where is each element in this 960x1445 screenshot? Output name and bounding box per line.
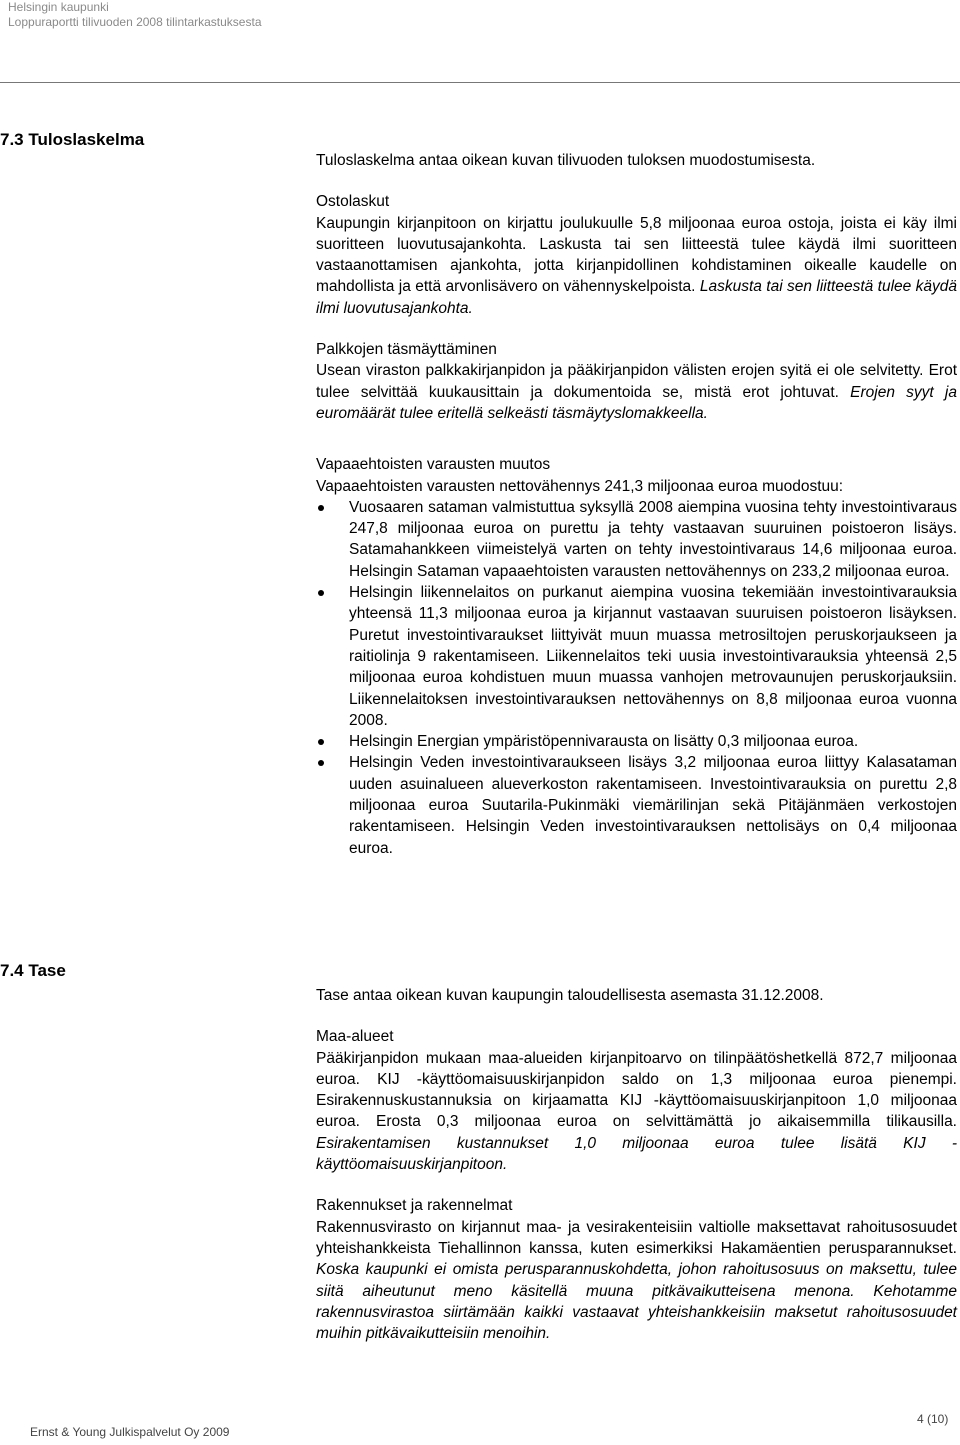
header-divider — [0, 82, 960, 83]
list-item-text: Helsingin Energian ympäristöpennivarausta on lisätty 0,3 miljoonaa euroa. — [349, 733, 859, 751]
section-intro: Tase antaa oikean kuvan kaupungin taloudellisesta asemasta 31.12.2008. — [316, 987, 824, 1004]
list-item-text: Helsingin liikennelaitos on purkanut aiempina vuosina tekemiään investointivarauksia yhteensä 11,3 miljoonaa euroa ja kirjannut vastaavan suuruisen poistoeron lisäyksen. Puretut investointivaraukset liittyivät muun muassa metrosiltojen peruskorjaukseen ja raitiolinja 9 rakentamiseen. Liikennelaitos teki uusia investointivarauksia yhteensä 2,5 miljoonaa euroa kohdistuen muun muassa vanhojen metrovaunujen peruskorjauksiin. Liikennelaitoksen investointivarauksen nettovähennys on 8,8 miljoonaa euroa vuonna 2008. — [349, 584, 957, 729]
paragraph-palkkojen — [316, 339, 957, 424]
rakennukset-text: Rakennusvirasto on kirjannut maa- ja vesirakenteisiin valtiolle maksettavat rahoitusosuudet yhteishankkeista Tiehallinnon kanssa, kuten esimerkiksi Hakamäentien perusparannukset. — [316, 1218, 957, 1257]
varaukset-list — [316, 497, 957, 859]
palkkojen-text: Usean viraston palkkakirjanpidon ja pääkirjanpidon välisten erojen syitä ei ole selvitetty. Erot tulee selvittää kuukausittain ja dokumentoida se, mistä erot johtuvat. — [316, 362, 957, 401]
page-number: 4 (10) — [917, 1412, 949, 1426]
subheading-rakennukset: Rakennukset ja rakennelmat — [316, 1197, 513, 1215]
footer-company: Ernst & Young Julkispalvelut Oy 2009 — [30, 1425, 230, 1439]
header-report-title: Loppuraportti tilivuoden 2008 tilintarkastuksesta — [8, 15, 262, 29]
paragraph-rakennukset — [316, 1195, 957, 1344]
paragraph-ostolaskut — [316, 191, 957, 319]
list-item-text: Vuosaaren sataman valmistuttua syksyllä 2008 aiempina vuosina tehty investointivaraus 247,8 miljoonaa euroa on purettu ja tehty vastaavan suuruinen poistoeron lisäys. Satamahankkeen viimeistelyä varten on tehty investointivaraus 14,6 miljoonaa euroa. Helsingin Sataman vapaaehtoisten varausten nettovähennys on 233,2 miljoonaa euroa. — [349, 498, 957, 580]
maa-alueet-text: Pääkirjanpidon mukaan maa-alueiden kirjanpitoarvo on tilinpäätöshetkellä 872,7 miljoonaa euroa. KIJ -käyttöomaisuuskirjanpidon saldo on 1,3 miljoonaa euroa pienempi. Esirakennuskustannuksia on kirjaamatta KIJ -käyttöomaisuuskirjanpitoon 1,0 miljoonaa euroa. Erosta 0,3 miljoonaa euroa on selvittämättä jo aikaisemmilla tilikausilla. — [316, 1049, 957, 1131]
palkkojen-recommendation: Erojen syyt ja euromäärät tulee eritellä selkeästi täsmäytyslomakkeella. — [316, 383, 957, 422]
list-item — [316, 731, 957, 752]
subheading-varaukset: Vapaaehtoisten varausten muutos — [316, 456, 551, 474]
subheading-palkkojen: Palkkojen täsmäyttäminen — [316, 341, 497, 359]
section-intro: Tuloslaskelma antaa oikean kuvan tilivuoden tuloksen muodostumisesta. — [316, 152, 816, 169]
bullet-icon — [318, 739, 324, 745]
rakennukset-recommendation: Koska kaupunki ei omista perusparannuskohdetta, johon rahoitusosuus on maksettu, tulee siitä aiheutunut meno käsitellä muuna pitkävaikutteisena menona. Kehotamme rakennusvirastoa siirtämään kaikki vastaavat yhteishankkeisiin maksetut rahoitusosuudet muihin pitkävaikutteisiin menoihin. — [316, 1261, 957, 1343]
bullet-icon — [318, 760, 324, 766]
subheading-maa-alueet: Maa-alueet — [316, 1028, 394, 1046]
list-item — [316, 497, 957, 582]
header-org: Helsingin kaupunki — [8, 0, 109, 14]
list-item — [316, 752, 957, 858]
maa-alueet-recommendation: Esirakentamisen kustannukset 1,0 miljoonaa euroa tulee lisätä KIJ -käyttöomaisuuskirjanpitoon. — [316, 1134, 957, 1174]
paragraph-maa-alueet — [316, 1026, 957, 1175]
subheading-ostolaskut: Ostolaskut — [316, 193, 390, 211]
list-item — [316, 582, 957, 731]
paragraph-varaukset — [316, 454, 957, 859]
varaukset-intro: Vapaaehtoisten varausten nettovähennys 241,3 miljoonaa euroa muodostuu: — [316, 477, 844, 495]
section-body-tase — [316, 985, 957, 1364]
ostolaskut-text: Kaupungin kirjanpitoon on kirjattu joulukuulle 5,8 miljoonaa euroa ostoja, joista ei käy ilmi suoritteen luovutusajankohta. Laskusta tai sen liitteestä tulee käydä ilmi suoritteen vastaanottamisen ajankohta, jotta kirjanpidollinen kohdistaminen oikealle kaudelle on mahdollista ja että arvonlisävero on vähennyskelpoista. — [316, 214, 957, 296]
section-heading-tuloslaskelma: 7.3 Tuloslaskelma — [0, 130, 145, 149]
bullet-icon — [318, 505, 324, 511]
list-item-text: Helsingin Veden investointivaraukseen lisäys 3,2 miljoonaa euroa liittyy Kalasataman uuden asuinalueen alueverkoston rakentamiseen. Investointivarauksia on purettu 2,8 miljoonaa euroa Suutarila-Pukinmäki viemärilinjan sekä Pitäjänmäen verkostojen rakentamiseen. Helsingin Veden investointivarauksen nettolisäys on 0,4 miljoonaa euroa. — [349, 754, 957, 857]
ostolaskut-recommendation: Laskusta tai sen liitteestä tulee käydä ilmi luovutusajankohta. — [316, 278, 958, 317]
section-heading-tase: 7.4 Tase — [0, 961, 66, 980]
section-body-tuloslaskelma — [316, 150, 957, 859]
bullet-icon — [318, 590, 324, 596]
